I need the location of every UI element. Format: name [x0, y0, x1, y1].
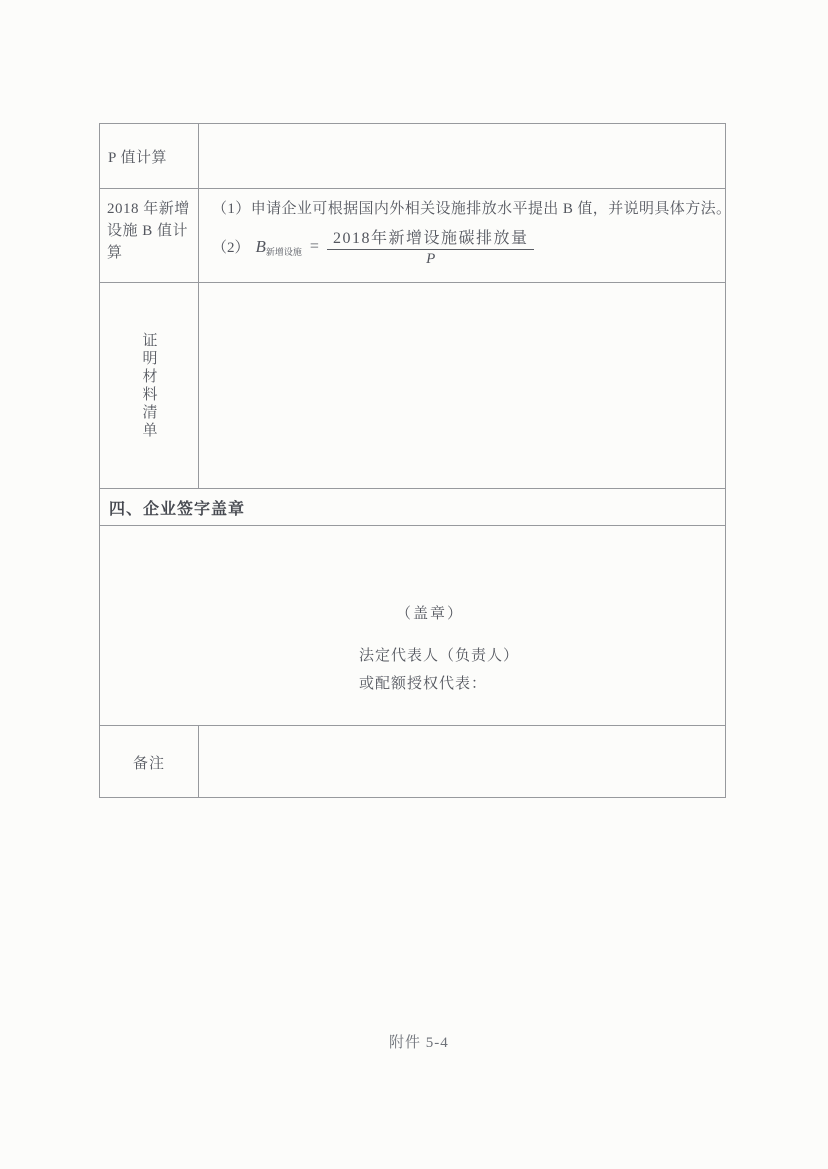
table-row-section-header	[100, 488, 725, 525]
signature-line-authorized: 或配额授权代表：	[359, 676, 488, 692]
remark-row-label: 备注	[100, 726, 199, 798]
section-header-title: 四、企业签字盖章	[109, 500, 246, 518]
seal-label: （盖章）	[396, 606, 465, 622]
remark-row-content	[199, 726, 725, 798]
formula-symbol-b: B	[255, 236, 266, 256]
table-row-evidence-list	[100, 282, 725, 488]
formula-prefix: （2）	[212, 240, 250, 256]
signature-line-representative: 法定代表人（负责人）	[359, 648, 520, 664]
formula-denominator: P	[426, 251, 436, 267]
table-row-p-value	[100, 124, 725, 188]
b-value-item-2	[212, 225, 731, 268]
formula-fraction	[327, 225, 535, 268]
signature-lines	[359, 642, 519, 698]
evidence-row-label: 证明材料清单	[140, 331, 157, 440]
b-value-label-line-1: 2018 年新增	[107, 201, 190, 217]
table-row-b-value	[100, 188, 732, 282]
evidence-row-content	[199, 283, 725, 488]
formula-equals-sign: =	[309, 237, 319, 255]
table-row-signature	[100, 525, 725, 725]
b-value-label-line-2: 设施 B 值计	[107, 223, 189, 239]
b-value-row-label	[100, 189, 199, 282]
p-value-row-content	[199, 124, 725, 188]
application-form-table	[99, 123, 732, 798]
b-value-row-content	[199, 189, 745, 282]
attachment-number-label: 附件 5-4	[389, 1035, 449, 1051]
table-row-remark	[100, 725, 725, 798]
b-value-label-line-3: 算	[107, 245, 123, 261]
p-value-row-label: P 值计算	[100, 124, 199, 188]
formula-subscript: 新增设施	[265, 247, 302, 257]
b-value-item-1: （1）申请企业可根据国内外相关设施排放水平提出 B 值，并说明具体方法。	[212, 201, 732, 217]
evidence-row-label-cell	[100, 283, 199, 488]
formula-numerator: 2018年新增设施碳排放量	[327, 225, 535, 250]
